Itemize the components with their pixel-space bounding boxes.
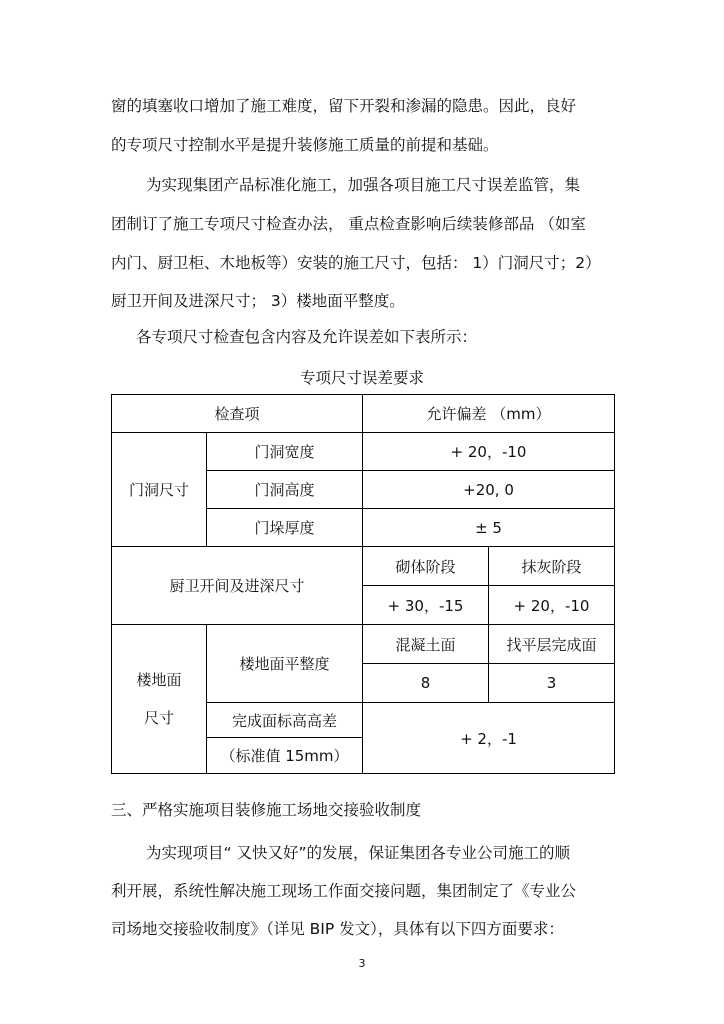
- door-jamb-label: 门垛厚度: [207, 509, 363, 547]
- floor-group: [112, 625, 207, 774]
- door-opening-group: 门洞尺寸: [112, 433, 207, 547]
- paragraph-line: 内门、厨卫柜、木地板等）安装的施工尺寸，包括： 1）门洞尺寸；2）: [111, 254, 601, 272]
- flatness-label: 楼地面平整度: [207, 625, 363, 703]
- screed-value: 3: [489, 664, 615, 703]
- concrete-value: 8: [363, 664, 489, 703]
- paragraph-line: 团制订了施工专项尺寸检查办法， 重点检查影响后续装修部品 （如室: [111, 215, 586, 233]
- header-check-item: 检查项: [112, 395, 363, 433]
- kitchen-bath-label: 厨卫开间及进深尺寸: [112, 547, 363, 625]
- door-jamb-value: ± 5: [363, 509, 615, 547]
- door-height-label: 门洞高度: [207, 471, 363, 509]
- screed-surface-header: 找平层完成面: [489, 625, 615, 664]
- section-line: 司场地交接验收制度》（详见 BIP 发文），具体有以下四方面要求：: [111, 920, 564, 938]
- paragraph-line: 厨卫开间及进深尺寸； 3）楼地面平整度。: [111, 292, 405, 310]
- plaster-stage-header: 抹灰阶段: [489, 547, 615, 586]
- plaster-value: + 20，-10: [489, 586, 615, 625]
- table-caption: 专项尺寸误差要求: [299, 369, 424, 387]
- door-width-label: 门洞宽度: [207, 433, 363, 471]
- section-heading: 三、严格实施项目装修施工场地交接验收制度: [111, 801, 422, 819]
- header-tolerance: 允许偏差 （mm）: [363, 395, 615, 433]
- tolerance-table: [111, 394, 615, 774]
- concrete-surface-header: 混凝土面: [363, 625, 489, 664]
- elevation-value: + 2，-1: [363, 703, 615, 774]
- paragraph-line: 窗的填塞收口增加了施工难度，留下开裂和渗漏的隐患。因此，良好: [111, 97, 577, 115]
- door-width-value: + 20，-10: [363, 433, 615, 471]
- door-height-value: +20, 0: [363, 471, 615, 509]
- elevation-label-line2: （标准值 15mm）: [207, 738, 363, 774]
- page-number: 3: [358, 957, 366, 970]
- masonry-stage-header: 砌体阶段: [363, 547, 489, 586]
- paragraph-line: 的专项尺寸控制水平是提升装修施工质量的前提和基础。: [111, 136, 499, 154]
- paragraph-line: 各专项尺寸检查包含内容及允许误差如下表所示：: [136, 328, 478, 346]
- floor-group-line2: 尺寸: [143, 709, 174, 727]
- section-line: 利开展，系统性解决施工现场工作面交接问题，集团制定了《专业公: [111, 882, 577, 900]
- floor-group-line1: 楼地面: [136, 671, 182, 689]
- masonry-value: + 30，-15: [363, 586, 489, 625]
- section-line: 为实现项目“ 又快又好”的发展，保证集团各专业公司施工的顺: [146, 844, 570, 862]
- elevation-label-line1: 完成面标高高差: [207, 703, 363, 738]
- paragraph-line: 为实现集团产品标准化施工，加强各项目施工尺寸误差监管，集: [146, 176, 581, 194]
